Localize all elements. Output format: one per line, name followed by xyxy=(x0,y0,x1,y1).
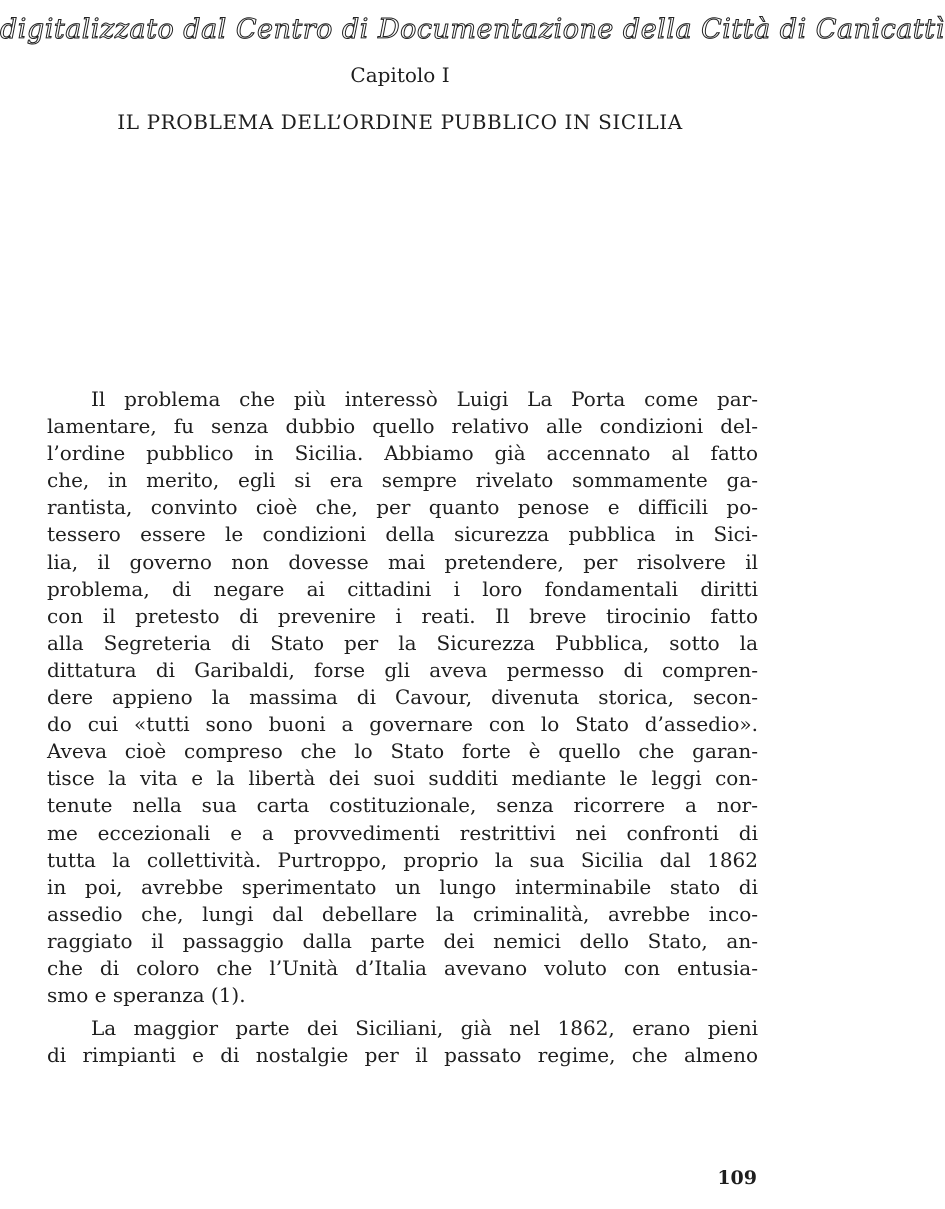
text-line: di rimpianti e di nostalgie per il passato regime, che almeno xyxy=(47,1043,758,1068)
text-line: tessero essere le condizioni della sicurezza pubblica in Sici- xyxy=(47,522,758,547)
text-line: me eccezionali e a provvedimenti restrittivi nei confronti di xyxy=(47,820,758,845)
text-line: lamentare, fu senza dubbio quello relativo alle condizioni del- xyxy=(47,414,758,439)
text-line: dere appieno la massima di Cavour, divenuta storica, secon- xyxy=(47,685,758,710)
text-line: rantista, convinto cioè che, per quanto penose e difficili po- xyxy=(47,495,758,520)
text-line: problema, di negare ai cittadini i loro fondamentali diritti xyxy=(47,576,758,601)
page-number: 109 xyxy=(717,1167,757,1189)
text-line: tutta la collettività. Purtroppo, proprio la sua Sicilia dal 1862 xyxy=(47,847,758,872)
text-line: Il problema che più interessò Luigi La Porta come par- xyxy=(91,387,758,411)
text-line: con il pretesto di prevenire i reati. Il breve tirocinio fatto xyxy=(47,603,758,628)
text-line: Aveva cioè compreso che lo Stato forte è quello che garan- xyxy=(47,739,758,764)
text-line: lia, il governo non dovesse mai pretendere, per risolvere il xyxy=(47,549,758,574)
text-line: smo e speranza (1). xyxy=(47,983,246,1008)
paragraph xyxy=(47,386,758,1009)
text-line: alla Segreteria di Stato per la Sicurezza Pubblica, sotto la xyxy=(47,630,758,655)
text-line: in poi, avrebbe sperimentato un lungo interminabile stato di xyxy=(47,874,758,899)
paragraph xyxy=(47,1015,758,1069)
text-line: assedio che, lungi dal debellare la criminalità, avrebbe inco- xyxy=(47,901,758,926)
body-text xyxy=(47,386,758,1069)
text-line: raggiato il passaggio dalla parte dei nemici dello Stato, an- xyxy=(47,928,758,953)
chapter-number: Capitolo I xyxy=(350,63,450,87)
text-line: do cui «tutti sono buoni a governare con lo Stato d’assedio». xyxy=(47,712,758,737)
text-line: dittatura di Garibaldi, forse gli aveva permesso di compren- xyxy=(47,657,758,682)
text-line: La maggior parte dei Siciliani, già nel 1862, erano pieni xyxy=(91,1016,758,1041)
text-line: tisce la vita e la libertà dei suoi sudditi mediante le leggi con- xyxy=(47,766,758,791)
digitization-watermark: digitalizzato dal Centro di Documentazione della Città di Canicattì xyxy=(0,14,945,45)
text-line: che di coloro che l’Unità d’Italia avevano voluto con entusia- xyxy=(47,955,758,980)
text-line: l’ordine pubblico in Sicilia. Abbiamo già accennato al fatto xyxy=(47,441,758,466)
text-line: che, in merito, egli si era sempre rivelato sommamente ga- xyxy=(47,468,758,493)
chapter-title: IL PROBLEMA DELL’ORDINE PUBBLICO IN SICILIA xyxy=(117,110,683,134)
text-line: tenute nella sua carta costituzionale, senza ricorrere a nor- xyxy=(47,793,758,818)
